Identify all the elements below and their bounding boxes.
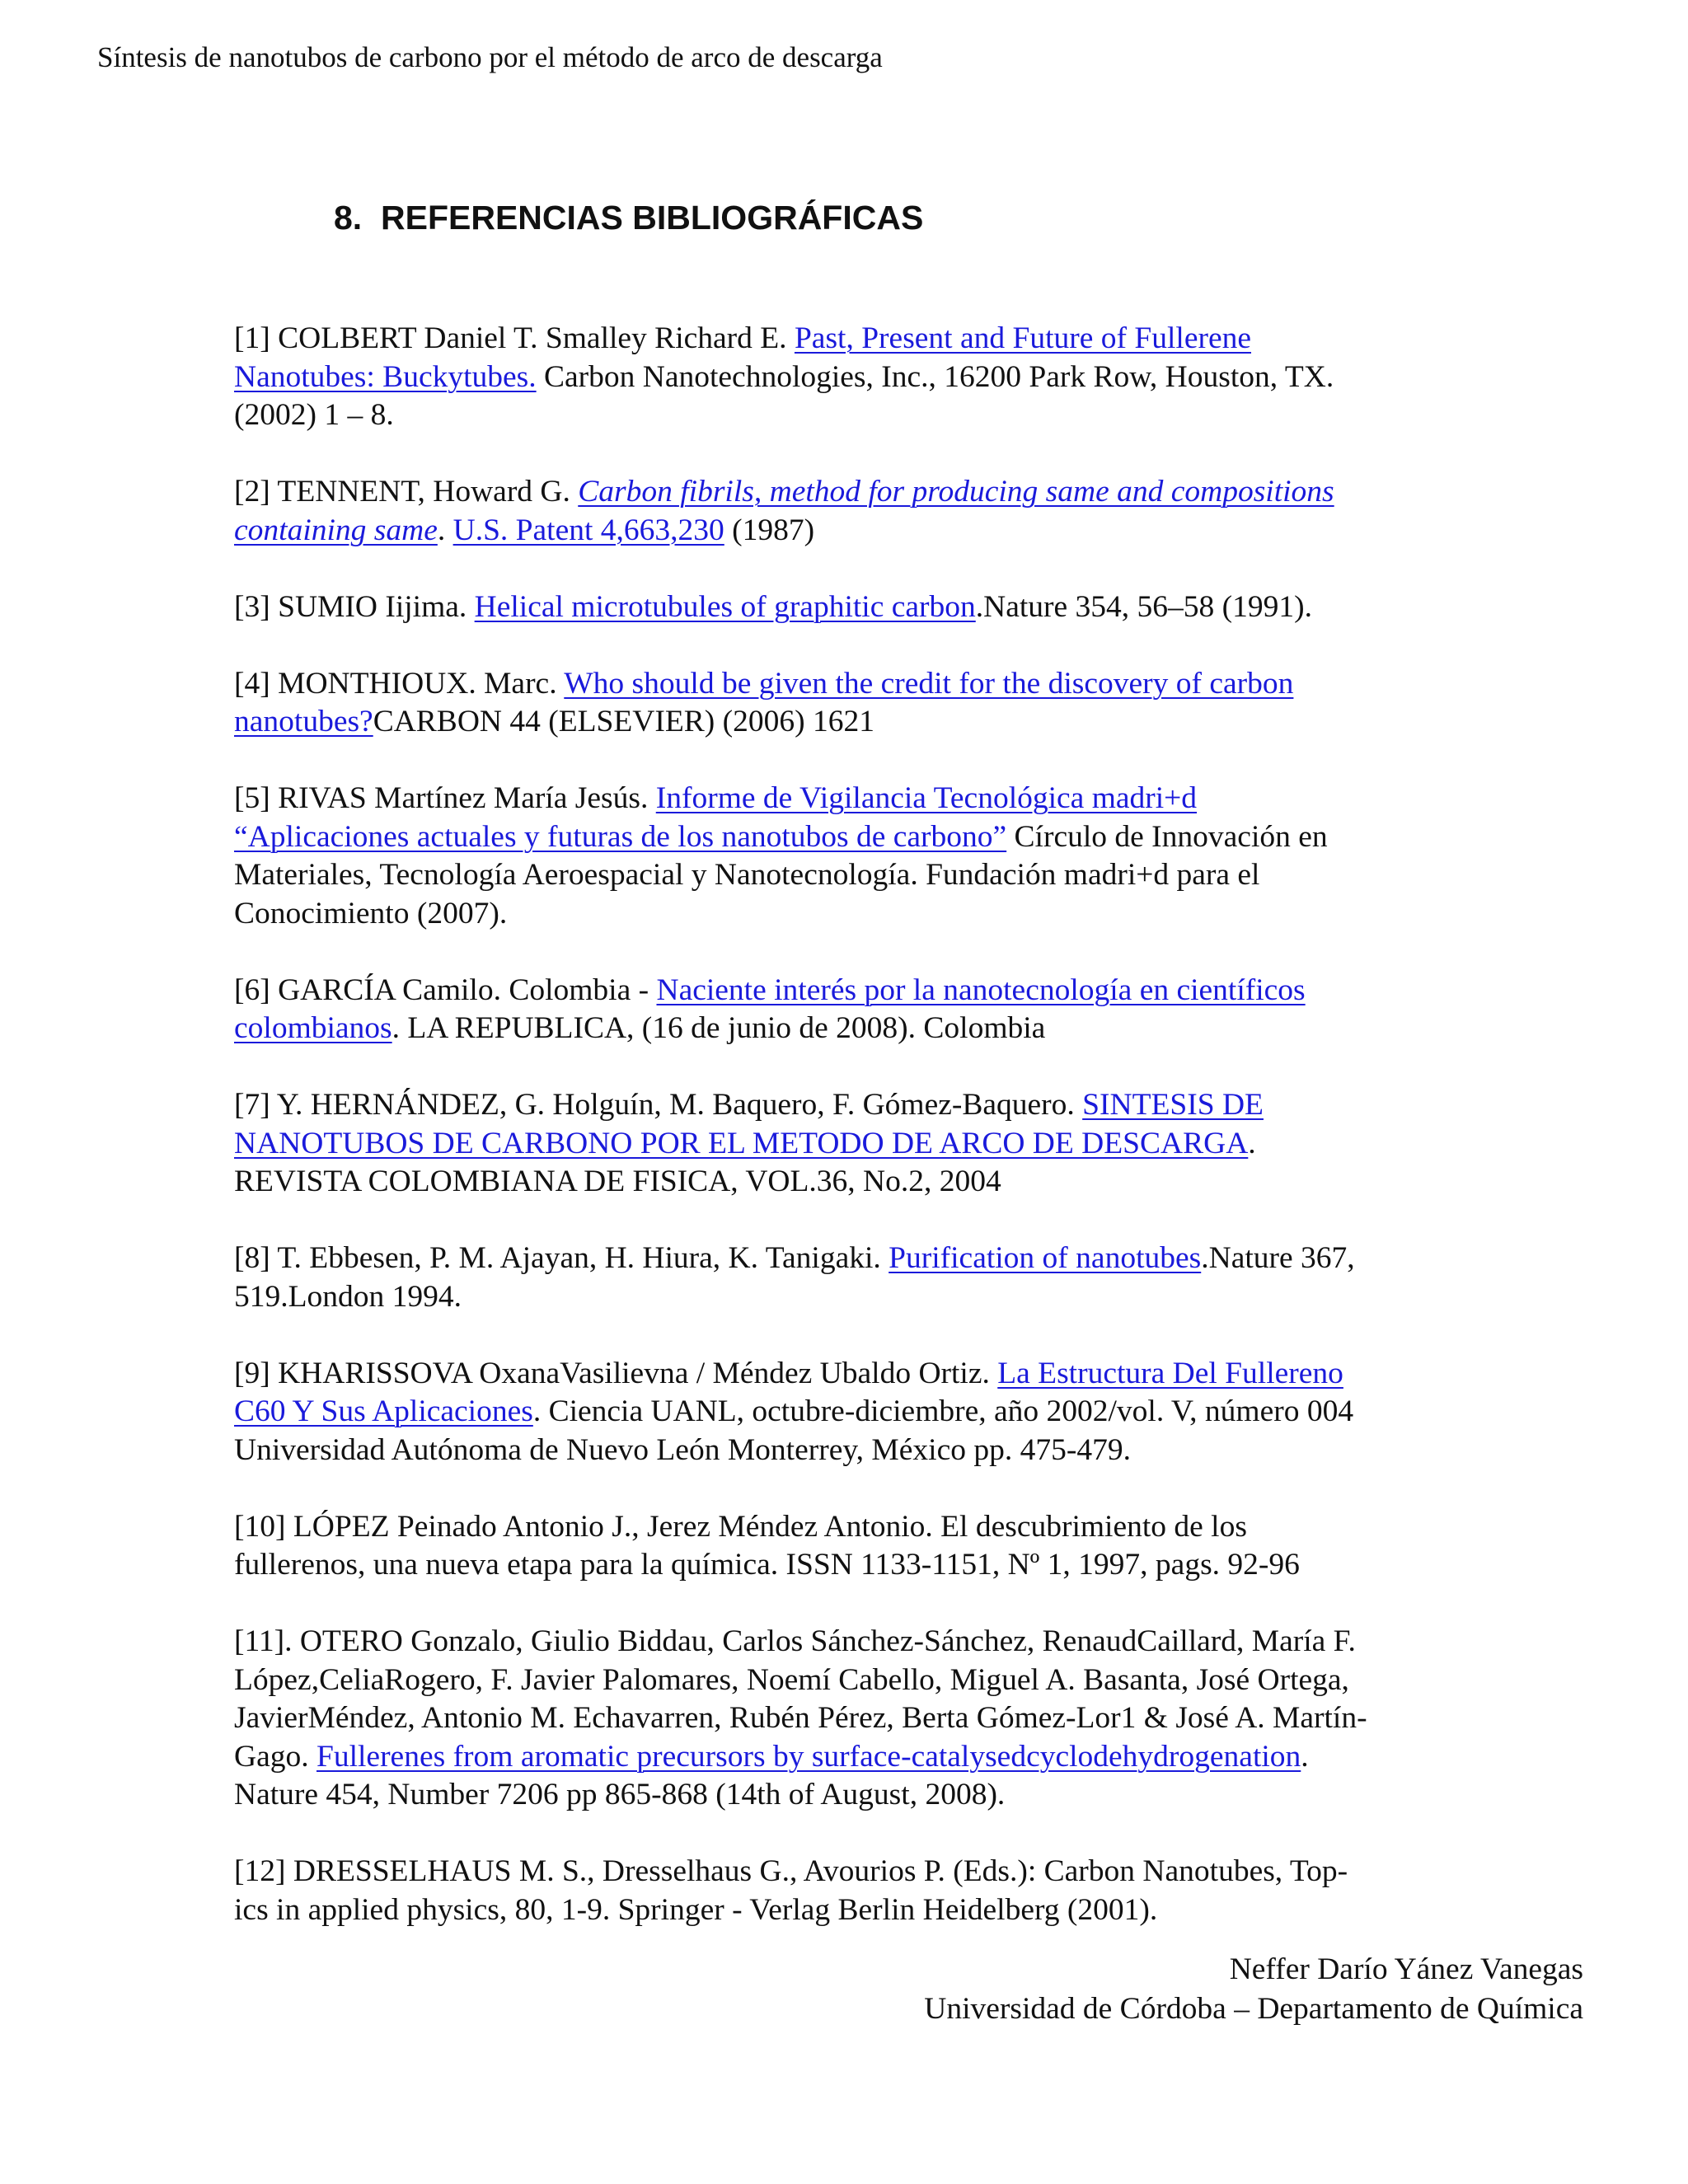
reference-text: [5] RIVAS Martínez María Jesús. <box>234 781 656 815</box>
reference-item-10 <box>234 1508 1470 1585</box>
reference-item-12 <box>234 1853 1470 1929</box>
section-heading <box>334 194 923 241</box>
reference-item-2 <box>234 473 1470 550</box>
reference-item-5 <box>234 780 1470 933</box>
reference-text: CARBON 44 (ELSEVIER) (2006) 1621 <box>373 705 874 738</box>
reference-text: [8] T. Ebbesen, P. M. Ajayan, H. Hiura, K. Tanigaki. <box>234 1241 889 1275</box>
reference-item-1 <box>234 320 1470 435</box>
reference-text: [2] TENNENT, Howard G. <box>234 475 579 509</box>
reference-link[interactable]: Purification of nanotubes <box>889 1241 1202 1275</box>
section-number: 8. <box>334 199 363 237</box>
reference-text: (1987) <box>724 513 815 547</box>
reference-link[interactable]: Past, Present and Future of Fullerene Nanotubes: Buckytubes. <box>234 321 1251 394</box>
reference-item-7 <box>234 1086 1470 1202</box>
reference-link[interactable]: Fullerenes from aromatic precursors by surface-catalysedcyclodehydrogenation <box>316 1739 1301 1774</box>
reference-text: .Nature 367, 519.London 1994. <box>234 1241 1355 1314</box>
reference-text: . REVISTA COLOMBIANA DE FISICA, VOL.36, No.2, 2004 <box>234 1126 1256 1198</box>
reference-text: [9] KHARISSOVA OxanaVasilievna / Méndez Ubaldo Ortiz. <box>234 1356 998 1390</box>
reference-text: [4] MONTHIOUX. Marc. <box>234 666 565 701</box>
reference-text: [10] LÓPEZ Peinado Antonio J., Jerez Méndez Antonio. El descubrimiento de los fullerenos, una nueva etapa para la química. ISSN 1133-1151, Nº 1, 1997, pags. 92-96 <box>234 1509 1300 1582</box>
reference-text: . LA REPUBLICA, (16 de junio de 2008). Colombia <box>392 1011 1046 1045</box>
reference-link[interactable]: SINTESIS DE NANOTUBOS DE CARBONO POR EL METODO DE ARCO DE DESCARGA <box>234 1088 1264 1160</box>
reference-text: [3] SUMIO Iijima. <box>234 589 475 624</box>
author-affiliation: Universidad de Córdoba – Departamento de Química <box>924 1992 1583 2026</box>
reference-item-8 <box>234 1240 1470 1316</box>
reference-text: [7] Y. HERNÁNDEZ, G. Holguín, M. Baquero, F. Gómez-Baquero. <box>234 1088 1083 1122</box>
reference-link[interactable]: Naciente interés por la nanotecnología en científicos colombianos <box>234 972 1306 1045</box>
reference-text: . Ciencia UANL, octubre-diciembre, año 2002/vol. V, número 004 Universidad Autónoma de Nuevo León Monterrey, México pp. 475-479. <box>234 1394 1354 1467</box>
reference-text: . Nature 454, Number 7206 pp 865-868 (14th of August, 2008). <box>234 1739 1309 1811</box>
reference-link-patent[interactable]: U.S. Patent 4,663,230 <box>452 513 724 547</box>
reference-item-3 <box>234 588 1470 627</box>
running-header: Síntesis de nanotubos de carbono por el método de arco de descarga <box>97 41 883 73</box>
section-title: REFERENCIAS BIBLIOGRÁFICAS <box>381 199 924 237</box>
reference-list <box>234 320 1470 1968</box>
reference-item-9 <box>234 1355 1470 1470</box>
reference-item-6 <box>234 972 1470 1048</box>
reference-link[interactable]: Informe de Vigilancia Tecnológica madri+d “Aplicaciones actuales y futuras de los nanotubos de carbono” <box>234 781 1198 854</box>
reference-text: Carbon Nanotechnologies, Inc., 16200 Park Row, Houston, TX. (2002) 1 – 8. <box>234 359 1334 432</box>
reference-text: [1] COLBERT Daniel T. Smalley Richard E. <box>234 321 795 355</box>
reference-link[interactable]: Who should be given the credit for the discovery of carbon nanotubes? <box>234 666 1294 738</box>
reference-link[interactable]: Carbon fibrils, method for producing same and compositions containing same <box>234 475 1334 547</box>
reference-text: [11]. OTERO Gonzalo, Giulio Biddau, Carlos Sánchez-Sánchez, RenaudCaillard, María F. López,CeliaRogero, F. Javier Palomares, Noemí Cabello, Miguel A. Basanta, José Ortega, JavierMéndez, Antonio M. Echavarren, Rubén Pérez, Berta Gómez-Lor1 & José A. Martín- Gago. <box>234 1624 1367 1774</box>
reference-link[interactable]: La Estructura Del Fullereno C60 Y Sus Aplicaciones <box>234 1356 1343 1428</box>
reference-item-11 <box>234 1623 1470 1815</box>
reference-text: [12] DRESSELHAUS M. S., Dresselhaus G., Avourios P. (Eds.): Carbon Nanotubes, Top- ics in applied physics, 80, 1-9. Springer - Verlag Berlin Heidelberg (2001). <box>234 1854 1348 1927</box>
reference-text: . <box>437 513 453 547</box>
reference-text: [6] GARCÍA Camilo. Colombia - <box>234 972 657 1007</box>
author-name: Neffer Darío Yánez Vanegas <box>1229 1952 1583 1986</box>
reference-link[interactable]: Helical microtubules of graphitic carbon <box>474 589 976 624</box>
reference-text: Círculo de Innovación en Materiales, Tecnología Aeroespacial y Nanotecnología. Fundación madri+d para el Conocimiento (2007). <box>234 819 1328 930</box>
signature-block <box>924 1950 1583 2029</box>
reference-text: .Nature 354, 56–58 (1991). <box>975 589 1313 624</box>
reference-item-4 <box>234 665 1470 742</box>
